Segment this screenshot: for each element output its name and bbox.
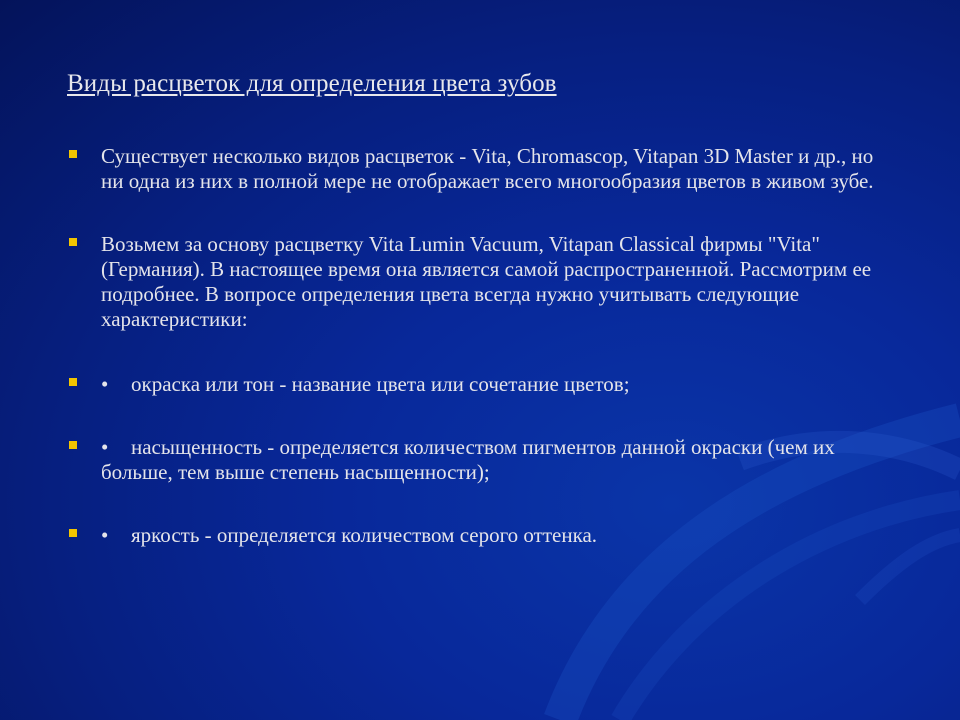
inline-dot: • — [101, 372, 109, 396]
bullet-item — [67, 144, 897, 194]
bullet-item — [67, 523, 897, 548]
inline-dot: • — [101, 435, 109, 459]
bullet-item — [67, 435, 897, 485]
square-bullet-icon — [69, 529, 77, 537]
bullet-text: окраска или тон - название цвета или сочетание цветов; — [131, 372, 630, 396]
bullet-text: Существует несколько видов расцветок - Vita, Chromascop, Vitapan 3D Master и др., но ни одна из них в полной мере не отображает всего многообразия цветов в живом зубе. — [101, 144, 874, 193]
bullet-text: Возьмем за основу расцветку Vita Lumin Vacuum, Vitapan Classical фирмы "Vita" (Германия). В настоящее время она является самой распространенной. Рассмотрим ее подробнее. В вопросе определения цвета всегда нужно учитывать следующие характеристики: — [101, 232, 872, 331]
bullet-item — [67, 372, 897, 397]
bullet-text: яркость - определяется количеством серого оттенка. — [131, 523, 598, 547]
square-bullet-icon — [69, 441, 77, 449]
inline-dot: • — [101, 523, 109, 547]
slide-title: Виды расцветок для определения цвета зубов — [67, 70, 557, 97]
bullet-text: насыщенность - определяется количеством пигментов данной окраски (чем их больше, тем выше степень насыщенности); — [101, 435, 835, 484]
square-bullet-icon — [69, 238, 77, 246]
square-bullet-icon — [69, 378, 77, 386]
square-bullet-icon — [69, 150, 77, 158]
bullet-list — [67, 144, 897, 548]
bullet-item — [67, 232, 897, 332]
